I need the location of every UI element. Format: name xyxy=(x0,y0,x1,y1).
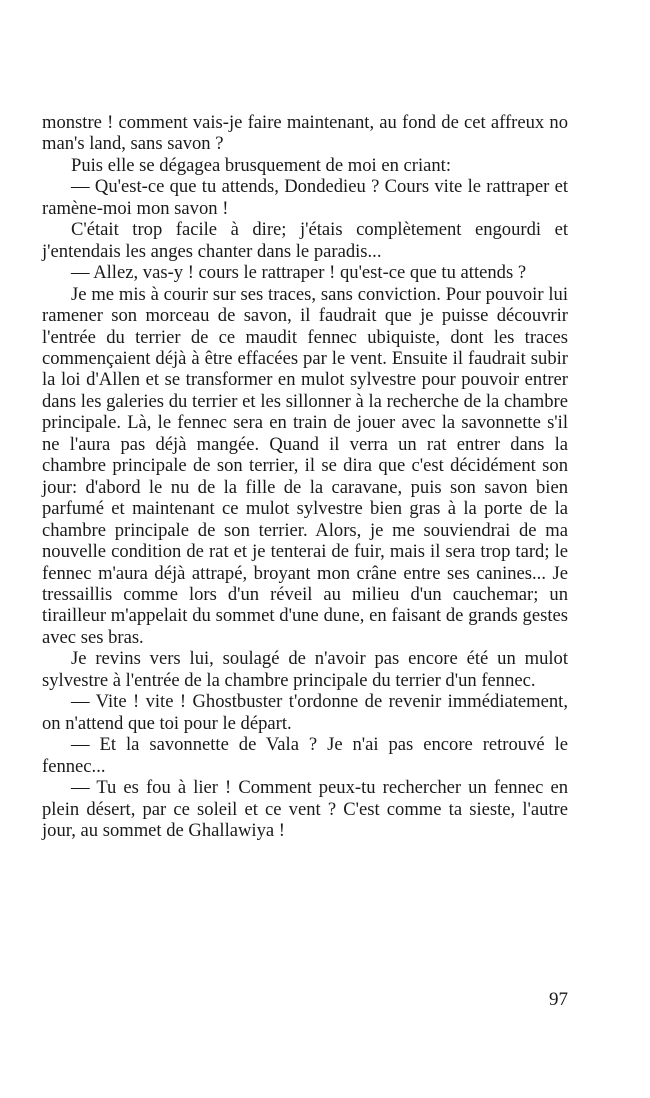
paragraph-9: — Et la savonnette de Vala ? Je n'ai pas encore retrouvé le fennec... xyxy=(42,734,568,777)
paragraph-2: Puis elle se dégagea brusquement de moi en criant: xyxy=(71,154,452,176)
body-text xyxy=(42,112,568,841)
paragraph-4: C'était trop facile à dire; j'étais complètement engourdi et j'entendais les anges chanter dans le paradis... xyxy=(42,219,568,262)
paragraph-6: Je me mis à courir sur ses traces, sans conviction. Pour pouvoir lui ramener son morceau de savon, il faudrait que je puisse découvrir l'entrée du terrier de ce maudit fennec ubiquiste, dont les traces commençaient déjà à être effacées par le vent. Ensuite il faudrait subir la loi d'Allen et se transformer en mulot sylvestre pour pouvoir entrer dans les galeries du terrier et les sillonner à la recherche de la chambre principale. Là, le fennec sera en train de jouer avec la savonnette s'il ne l'aura pas déjà mangée. Quand il verra un rat entrer dans la chambre principale de son terrier, il se dira que c'est décidément son jour: d'abord le nu de la fille de la caravane, puis son savon bien parfumé et maintenant ce mulot sylvestre bien gras à la porte de la chambre principale de son terrier. Alors, je me souviendrai de ma nouvelle condition de rat et je tenterai de fuir, mais il sera trop tard; le fennec m'aura déjà attrapé, broyant mon crâne entre ses canines... Je tressaillis comme lors d'un réveil au milieu d'un cauchemar; un tirailleur m'appelait du sommet d'une dune, en faisant de grands gestes avec ses bras. xyxy=(42,283,568,648)
page-number: 97 xyxy=(549,989,568,1010)
paragraph-7: Je revins vers lui, soulagé de n'avoir pas encore été un mulot sylvestre à l'entrée de la chambre principale du terrier d'un fennec. xyxy=(42,648,568,691)
paragraph-5: — Allez, vas-y ! cours le rattraper ! qu'est-ce que tu attends ? xyxy=(71,262,527,284)
paragraph-3: — Qu'est-ce que tu attends, Dondedieu ? Cours vite le rattraper et ramène-moi mon savon ! xyxy=(42,176,568,219)
paragraph-8: — Vite ! vite ! Ghostbuster t'ordonne de revenir immédiatement, on n'attend que toi pour le départ. xyxy=(42,691,568,734)
paragraph-1: monstre ! comment vais-je faire maintenant, au fond de cet affreux no man's land, sans savon ? xyxy=(42,112,568,155)
paragraph-10: — Tu es fou à lier ! Comment peux-tu rechercher un fennec en plein désert, par ce soleil et ce vent ? C'est comme ta sieste, l'autre jour, au sommet de Ghallawiya ! xyxy=(42,777,568,841)
